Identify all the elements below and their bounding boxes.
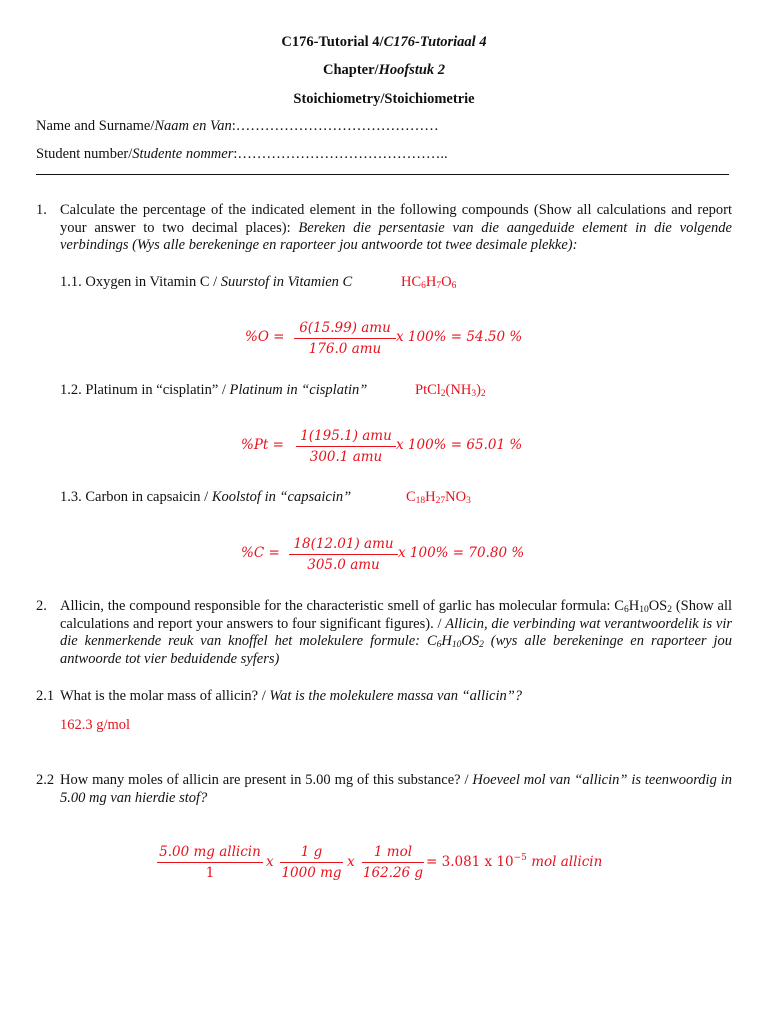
q2-2-text-english: How many moles of allicin are present in 5.00 mg of this substance? /: [60, 772, 473, 788]
formula-subscript: 6: [451, 281, 457, 291]
q1-3-numerator: 18(12.01) amu: [293, 536, 394, 552]
q1-1-formula: [401, 274, 456, 291]
q1-number: 1.: [36, 202, 47, 218]
q1-2-label: [60, 382, 367, 399]
q2-text-english-cont: (Show all calculations and report your answers to four significant figures). /: [60, 598, 732, 632]
q1-3-label-english: 1.3. Carbon in capsaicin /: [60, 489, 212, 505]
fraction-2-denominator: 1000 mg: [281, 865, 342, 881]
formula-part: H: [441, 633, 452, 649]
formula-subscript: 6: [421, 281, 426, 291]
fraction-3-numerator: 1 mol: [373, 844, 413, 860]
formula-subscript: 2: [667, 605, 672, 615]
fraction-bar: [294, 338, 396, 339]
q1-1-lhs: %O =: [245, 329, 285, 345]
q1-2-formula: [415, 382, 486, 399]
q1-3-formula: [406, 489, 471, 506]
q1-2-numerator: 1(195.1) amu: [300, 428, 392, 444]
formula-part: ): [476, 382, 481, 398]
name-label-english: Name and Surname/: [36, 118, 155, 134]
formula-part: C: [406, 489, 416, 505]
q2-2-result: [426, 854, 602, 870]
formula-part: C: [614, 598, 624, 614]
fraction-bar: [280, 862, 343, 863]
header-divider: [36, 174, 729, 175]
q1-3-label: [60, 489, 351, 506]
formula-part: (NH: [445, 382, 472, 398]
q1-2-label-english: 1.2. Platinum in “cisplatin” /: [60, 382, 230, 398]
q2-1-text-english: What is the molar mass of allicin? /: [60, 688, 270, 704]
q1-text-afrikaans: Bereken die persentasie van die aangeduide element in die volgende verbindings (Wys alle berekeninge en raporteer jou antwoorde tot twee desimale plekke):: [60, 219, 732, 253]
formula-subscript: 6: [436, 640, 442, 650]
q1-3-fraction: [289, 535, 398, 574]
formula-part: OS: [461, 633, 480, 649]
formula-part: OS: [648, 598, 668, 614]
q2-1-number: 2.1: [36, 688, 55, 704]
formula-subscript: 18: [415, 496, 426, 506]
q1-text-english: Calculate the percentage of the indicated element in the following compounds (Show all calculations and report your answer to two decimal places):: [60, 202, 732, 236]
formula-part: H: [425, 274, 437, 290]
formula-part: O: [441, 274, 452, 290]
fraction-2-numerator: 1 g: [300, 844, 323, 860]
q1-1-fraction: [294, 319, 396, 358]
q2-2-number: 2.2: [36, 772, 55, 788]
multiply-sign-2: x: [347, 854, 355, 870]
student-number-row: [36, 146, 448, 163]
student-number-field[interactable]: :……………………………………..: [233, 146, 448, 162]
multiply-sign-1: x: [266, 854, 274, 870]
q2-1-text-afrikaans: Wat is the molekulere massa van “allicin”?: [269, 688, 523, 704]
result-value: = 3.081 x 10: [426, 854, 514, 870]
document-title: [0, 34, 768, 51]
formula-subscript: 2: [440, 389, 446, 399]
formula-part: PtCl: [415, 382, 441, 398]
formula-subscript: 3: [471, 389, 477, 399]
q2-1-question: [60, 688, 522, 705]
formula-subscript: 10: [451, 640, 462, 650]
q1-3-lhs: %C =: [241, 545, 280, 561]
q2-1-answer: 162.3 g/mol: [60, 717, 131, 733]
q1-3-result: x 100% = 70.80 %: [398, 545, 525, 561]
chapter-english: Chapter/: [322, 62, 379, 78]
q1-1-label-afrikaans: Suurstof in Vitamien C: [220, 274, 353, 290]
formula-part: HC: [401, 274, 422, 290]
fraction-1-denominator: 1: [205, 865, 215, 881]
q2-2-question: [60, 772, 732, 807]
topic-heading: Stoichiometry/Stoichiometrie: [293, 91, 475, 107]
q1-3-label-afrikaans: Koolstof in “capsaicin”: [211, 489, 352, 505]
fraction-3-denominator: 162.26 g: [362, 865, 424, 881]
formula-subscript: 2: [479, 640, 484, 650]
q1-3-denominator: 305.0 amu: [307, 557, 380, 573]
formula-subscript: 2: [480, 389, 486, 399]
fraction-1-numerator: 5.00 mg allicin: [159, 844, 261, 860]
q2-text-english: Allicin, the compound responsible for the characteristic smell of garlic has molecular formula:: [60, 598, 615, 614]
formula-subscript: 10: [639, 605, 649, 615]
q2-number: 2.: [36, 598, 47, 614]
formula-subscript: 27: [435, 496, 446, 506]
name-label-afrikaans: Naam en Van: [154, 118, 232, 134]
result-unit: mol allicin: [526, 854, 603, 870]
q1-2-fraction: [296, 427, 396, 466]
name-field[interactable]: :……………………………………: [231, 118, 439, 134]
fraction-bar: [157, 862, 263, 863]
q1-1-denominator: 176.0 amu: [308, 341, 382, 357]
fraction-bar: [362, 862, 424, 863]
q1-2-denominator: 300.1 amu: [309, 449, 383, 465]
q2-2-fraction-2: [280, 843, 343, 882]
q1-1-numerator: 6(15.99) amu: [299, 320, 391, 336]
q1-2-label-afrikaans: Platinum in “cisplatin”: [229, 382, 368, 398]
fraction-bar: [289, 554, 398, 555]
formula-part: H: [425, 489, 436, 505]
fraction-bar: [296, 446, 396, 447]
number-label-english: Student number/: [36, 146, 133, 162]
number-label-afrikaans: Studente nommer: [132, 146, 234, 162]
q1-2-result: x 100% = 65.01 %: [396, 437, 523, 453]
q2-2-fraction-3: [362, 843, 424, 882]
q1-1-label: [60, 274, 352, 291]
formula-part: C: [426, 633, 437, 649]
title-english: C176-Tutorial 4/: [281, 34, 384, 50]
q2-2-fraction-1: [157, 843, 263, 882]
formula-subscript: 3: [466, 496, 471, 506]
q1-1-result: x 100% = 54.50 %: [396, 329, 523, 345]
q2-text-afrikaans: Allicin, die verbinding wat verantwoordelik is vir die kenmerkende reuk van knoffel het molekulere formule:: [60, 615, 733, 649]
q2-text: [60, 598, 732, 668]
q1-2-lhs: %Pt =: [241, 437, 284, 453]
title-afrikaans: C176-Tutoriaal 4: [383, 34, 487, 50]
name-field-row: [36, 118, 439, 135]
q1-text: [60, 202, 732, 255]
q2-text-afrikaans-cont: (wys alle berekeninge en raporteer jou antwoorde tot vier beduidende syfers): [60, 633, 732, 667]
q2-2-text-afrikaans: Hoeveel mol van “allicin” is teenwoordig in 5.00 mg van hierdie stof?: [60, 772, 732, 806]
chapter-heading: [0, 62, 768, 79]
q1-1-label-english: 1.1. Oxygen in Vitamin C /: [60, 274, 221, 290]
formula-part: H: [628, 598, 640, 614]
formula-subscript: 6: [623, 605, 629, 615]
result-exponent: −5: [513, 853, 527, 863]
formula-part: NO: [445, 489, 467, 505]
formula-subscript: 7: [436, 281, 442, 291]
chapter-afrikaans: Hoofstuk 2: [378, 62, 446, 78]
